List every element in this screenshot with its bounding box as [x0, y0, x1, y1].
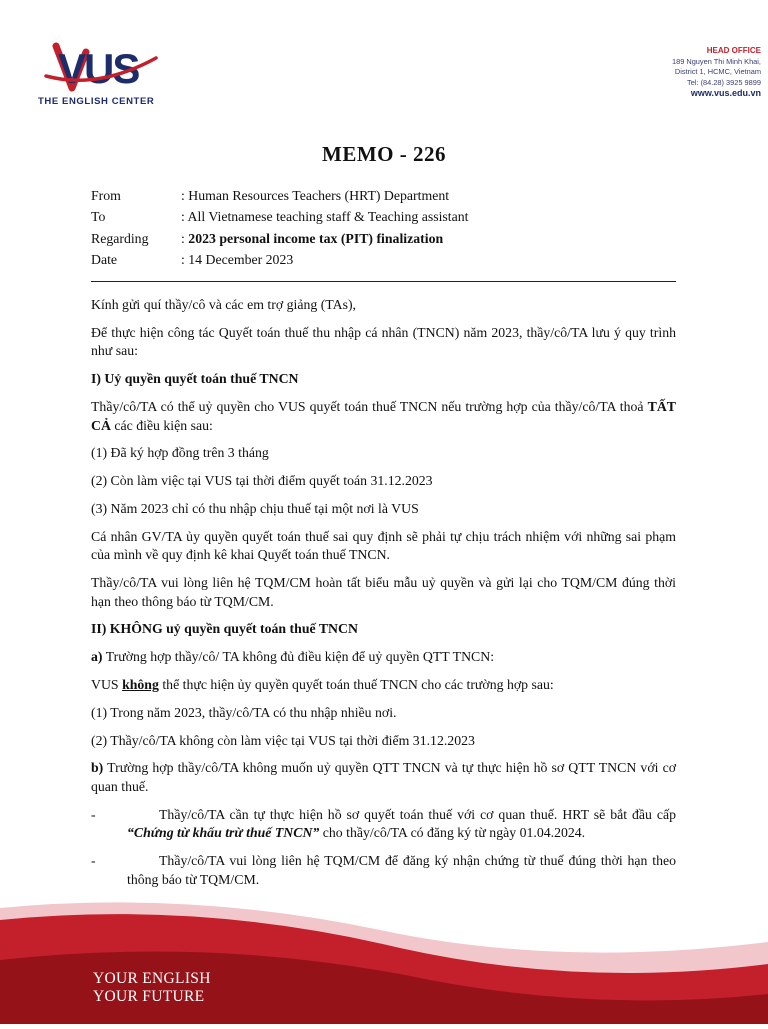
slogan-line-2: YOUR FUTURE [93, 987, 205, 1005]
intro-paragraph: Để thực hiện công tác Quyết toán thuế thu nhập cá nhân (TNCN) năm 2023, thầy/cô/TA lưu ý quy trình như sau: [91, 324, 676, 359]
memo-body [91, 296, 676, 889]
section-2-case-1: (1) Trong năm 2023, thầy/cô/TA có thu nhập nhiều nơi. [91, 704, 397, 720]
meta-date-label: Date [91, 251, 118, 267]
bullet-dash: - [91, 853, 96, 869]
footer-slogan [93, 970, 211, 1005]
s2b-text: Trường hợp thầy/cô/TA không muốn uỷ quyền QTT TNCN và tự thực hiện hồ sơ QTT TNCN với cơ quan thuế. [91, 760, 676, 794]
meta-to [91, 206, 469, 227]
section-1-condition-1: (1) Đã ký hợp đồng trên 3 tháng [91, 445, 269, 461]
office-address-line1: 189 Nguyen Thi Minh Khai, [671, 56, 761, 66]
meta-regarding-value: 2023 personal income tax (PIT) finalization [188, 230, 444, 246]
section-1-paragraph-3: Thầy/cô/TA vui lòng liên hệ TQM/CM hoàn tất biểu mẫu uỷ quyền và gửi lại cho TQM/CM đúng thời hạn theo thông báo từ TQM/CM. [91, 575, 676, 609]
meta-from-value: : Human Resources Teachers (HRT) Department [181, 188, 450, 203]
meta-to-value: : All Vietnamese teaching staff & Teaching assistant [181, 209, 469, 225]
office-website: www.vus.edu.vn [690, 88, 761, 99]
s2-p1-text: VUS [91, 676, 123, 692]
section-2a [91, 648, 676, 667]
s2-p1-text-end: thể thực hiện ủy quyền quyết toán thuế TNCN cho các trường hợp sau: [158, 676, 554, 692]
section-1-paragraph-2: Cá nhân GV/TA ủy quyền quyết toán thuế sai quy định sẽ phải tự chịu trách nhiệm với những sai phạm của mình về quy định kê khai Quyết toán thuế TNCN. [91, 528, 676, 563]
b1-text: Thầy/cô/TA cần tự thực hiện hồ sơ quyết toán thuế với cơ quan thuế. HRT sẽ bắt đầu cấp [159, 806, 676, 822]
section-2-paragraph-1 [91, 676, 676, 695]
section-2b [91, 759, 676, 796]
s2b-label: b) [91, 760, 104, 776]
s2-p1-emphasis: không [122, 676, 159, 692]
s1-p1-text-end: các điều kiện sau: [110, 417, 213, 433]
greeting: Kính gửi quí thầy/cô và các em trợ giảng (TAs), [91, 297, 357, 312]
section-2-bullet-2 [91, 852, 676, 889]
s1-p1-text: Thầy/cô/TA có thể uỷ quyền cho VUS quyết toán thuế TNCN nếu trường hợp của thầy/cô/TA thoả [91, 398, 648, 414]
s1-p1-emphasis: TẤT CẢ [91, 398, 676, 433]
meta-to-label: To [91, 209, 106, 225]
vus-logo-wordmark: VUS [58, 45, 139, 92]
section-2-case-2: (2) Thầy/cô/TA không còn làm việc tại VUS tại thời điểm 31.12.2023 [91, 732, 475, 748]
bullet-2-text: Thầy/cô/TA vui lòng liên hệ TQM/CM để đăng ký nhận chứng từ thuế đúng thời hạn theo thông báo từ TQM/CM. [127, 853, 676, 887]
s2a-label: a) [91, 649, 103, 665]
vus-logo-mark-icon [38, 42, 178, 94]
s2a-text: Trường hợp thầy/cô/ TA không đủ điều kiện để uỷ quyền QTT TNCN: [102, 649, 495, 665]
b1-emphasis: “Chứng từ khấu trừ thuế TNCN” [127, 825, 320, 841]
bullet-1-text [127, 806, 676, 843]
section-1-heading: I) Uỷ quyền quyết toán thuế TNCN [91, 371, 299, 387]
section-1-condition-2: (2) Còn làm việc tại VUS tại thời điểm quyết toán 31.12.2023 [91, 473, 433, 489]
head-office-block [672, 46, 761, 99]
head-office-title: HEAD OFFICE [706, 46, 761, 55]
office-tel: Tel: (84.28) 3925 9899 [687, 77, 761, 87]
meta-date-value: : 14 December 2023 [181, 251, 294, 267]
b1-text-end: cho thầy/cô/TA có đăng ký từ ngày 01.04.2024. [319, 825, 586, 841]
memo-meta [91, 185, 469, 270]
meta-from [91, 185, 469, 206]
header-divider [91, 281, 676, 282]
meta-from-label: From [91, 188, 121, 203]
bullet-dash: - [91, 806, 96, 822]
section-2-heading: II) KHÔNG uỷ quyền quyết toán thuế TNCN [91, 621, 358, 637]
section-2-bullet-1 [91, 806, 676, 843]
meta-regarding [91, 228, 469, 249]
office-address-line2: District 1, HCMC, Vietnam [674, 67, 761, 77]
section-1-paragraph-1 [91, 398, 676, 435]
meta-regarding-colon: : [181, 230, 189, 246]
meta-date [91, 249, 469, 270]
section-1-condition-3: (3) Năm 2023 chỉ có thu nhập chịu thuế tại một nơi là VUS [91, 500, 419, 516]
vus-logo [38, 42, 178, 108]
memo-title: MEMO - 226 [322, 142, 446, 166]
logo-subtitle: THE ENGLISH CENTER [38, 96, 155, 107]
meta-regarding-label: Regarding [91, 230, 149, 246]
slogan-line-1: YOUR ENGLISH [93, 970, 211, 987]
